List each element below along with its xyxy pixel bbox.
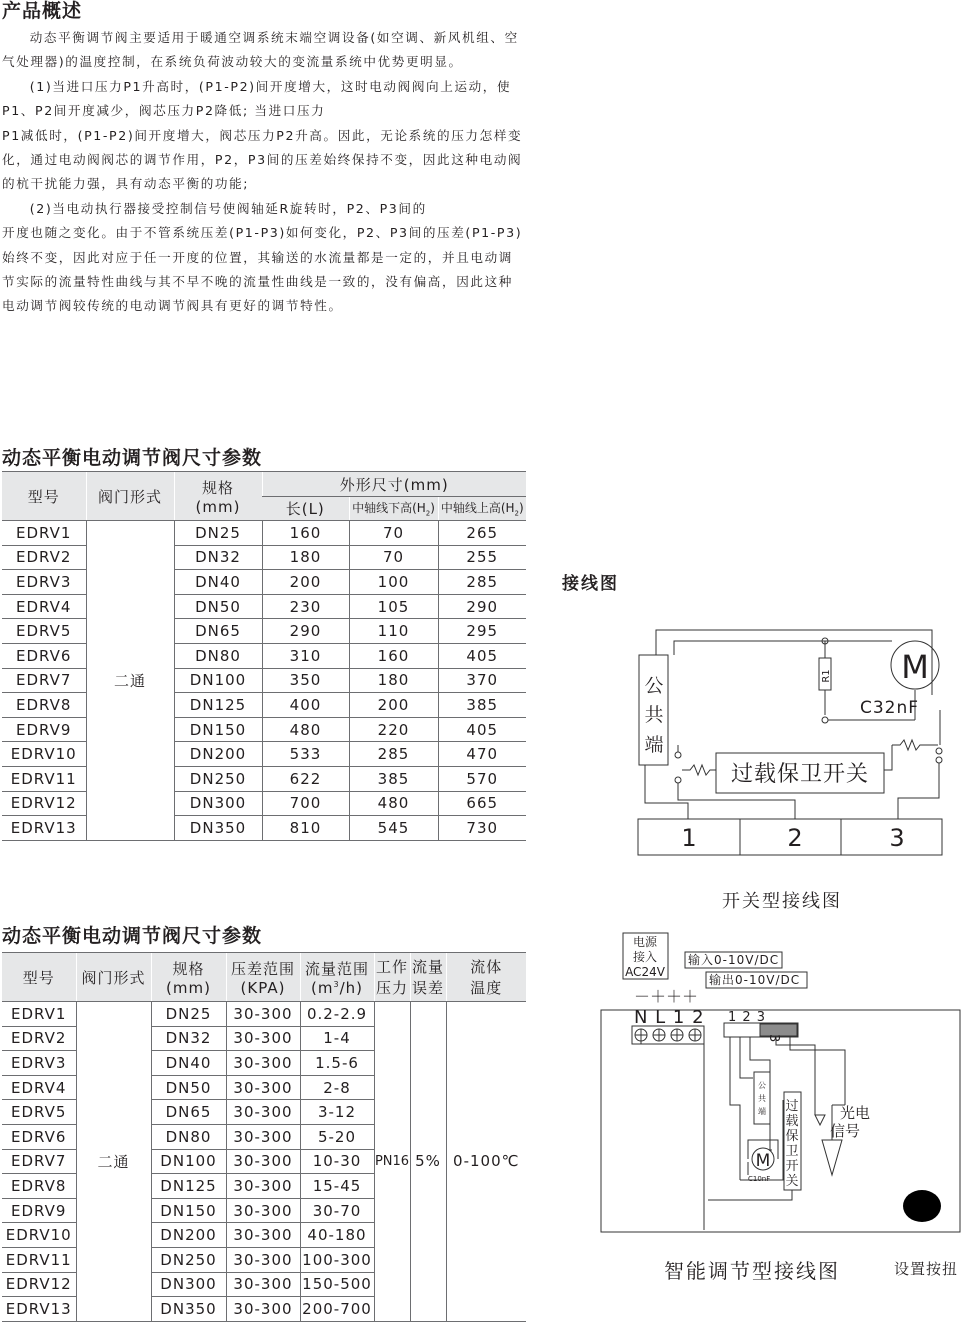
spec-cell: DN350 — [151, 1297, 226, 1322]
table-row — [2, 643, 526, 668]
pressure-diff-cell: 30-300 — [226, 1026, 300, 1051]
spec-cell: DN350 — [174, 816, 262, 841]
length-cell: 310 — [262, 643, 349, 668]
flow-range-cell: 30-70 — [300, 1198, 374, 1223]
length-cell: 160 — [262, 521, 349, 546]
table-row — [2, 521, 526, 546]
spec-cell: DN40 — [151, 1051, 226, 1076]
capacitor-label: C32nF — [860, 698, 920, 718]
pressure-diff-cell: 30-300 — [226, 1198, 300, 1223]
length-cell: 230 — [262, 594, 349, 619]
pressure-diff-cell: 30-300 — [226, 1075, 300, 1100]
resistor-label: R1 — [821, 669, 832, 683]
pressure-diff-cell: 30-300 — [226, 1100, 300, 1125]
table-row — [2, 570, 526, 595]
model-cell: EDRV12 — [2, 1272, 76, 1297]
height-above-cell: 265 — [438, 521, 526, 546]
table-row — [2, 545, 526, 570]
length-cell: 350 — [262, 668, 349, 693]
terminal-2: 2 — [787, 824, 803, 852]
height-above-cell: 405 — [438, 717, 526, 742]
overload-label-1: 过 — [785, 1099, 799, 1114]
height-below-cell: 285 — [349, 742, 438, 767]
spec-cell: DN300 — [151, 1272, 226, 1297]
model-cell: EDRV1 — [2, 1002, 76, 1027]
model-cell: EDRV10 — [2, 742, 86, 767]
height-above-cell: 290 — [438, 594, 526, 619]
table-row — [2, 816, 526, 841]
power-label-1: 电源 — [632, 935, 658, 949]
header-flow-range: 流量范围 $(m^3/h)$ — [300, 953, 374, 1002]
setting-button[interactable] — [903, 1190, 941, 1222]
terminal-polarity: －＋＋＋ — [634, 987, 699, 1006]
valve-form-cell: 二通 — [86, 521, 174, 841]
spec-cell: DN32 — [151, 1026, 226, 1051]
header-spec: 规格 (mm) — [174, 472, 262, 521]
common-label-3: 端 — [758, 1107, 766, 1116]
terminal-names: N L 1 2 — [634, 1007, 705, 1028]
model-cell: EDRV5 — [2, 1100, 76, 1125]
spec-cell: DN150 — [174, 717, 262, 742]
pressure-diff-cell: 30-300 — [226, 1149, 300, 1174]
spec-cell: DN125 — [151, 1174, 226, 1199]
flow-range-cell: 10-30 — [300, 1149, 374, 1174]
smart-motor-label: M — [755, 1151, 771, 1171]
overload-label-6: 关 — [785, 1174, 799, 1189]
common-terminal-label-3: 端 — [644, 734, 664, 756]
overload-switch-label: 过载保卫开关 — [730, 762, 870, 787]
spec-cell: DN250 — [174, 766, 262, 791]
pressure-diff-cell: 30-300 — [226, 1124, 300, 1149]
model-cell: EDRV11 — [2, 1247, 76, 1272]
overview-paragraph-3: P1减低时，(P1-P2)间开度增大，阀芯压力P2升高。因此，无论系统的压力怎样变化，通过电动阀阀芯的调节作用，P2，P3间的压差始终保持不变，因此这种电动阀的杭干扰能力强，具有动态平衡的功能; — [2, 127, 523, 192]
table-row — [2, 693, 526, 718]
header-spec: 规格 (mm) — [151, 953, 226, 1002]
header-length: 长(L) — [262, 497, 349, 521]
model-cell: EDRV2 — [2, 545, 86, 570]
motor-label: M — [901, 648, 929, 686]
flow-range-cell: 1.5-6 — [300, 1051, 374, 1076]
model-cell: EDRV5 — [2, 619, 86, 644]
length-cell: 533 — [262, 742, 349, 767]
length-cell: 810 — [262, 816, 349, 841]
spec-cell: DN50 — [174, 594, 262, 619]
table-row — [2, 742, 526, 767]
overview-paragraph-1: 动态平衡调节阀主要适用于暖通空调系统末端空调设备(如空调、新风机组、空气处理器)的温度控制，在系统负荷波动较大的变流量系统中优势更明显。 — [2, 30, 519, 70]
smart-capacitor-label: C10nF — [748, 1175, 771, 1183]
overload-label-2: 载 — [785, 1114, 799, 1129]
model-cell: EDRV7 — [2, 1149, 76, 1174]
height-above-cell: 405 — [438, 643, 526, 668]
table1-title: 动态平衡电动调节阀尺寸参数 — [2, 447, 263, 469]
header-flow-error: 流量 误差 — [410, 953, 446, 1002]
height-below-cell: 220 — [349, 717, 438, 742]
valve-form-cell: 二通 — [76, 1002, 151, 1322]
header-pressure-diff: 压差范围 (KPA) — [226, 953, 300, 1002]
pressure-diff-cell: 30-300 — [226, 1002, 300, 1027]
spec-cell: DN65 — [174, 619, 262, 644]
height-below-cell: 105 — [349, 594, 438, 619]
output-signal-label: 输出0-10V/DC — [709, 973, 801, 987]
model-cell: EDRV4 — [2, 1075, 76, 1100]
model-cell: EDRV3 — [2, 570, 86, 595]
header-valve-form: 阀门形式 — [76, 953, 151, 1002]
connector-pin-3: 3 — [766, 1034, 781, 1043]
header-valve-form: 阀门形式 — [86, 472, 174, 521]
flow-range-cell: 150-500 — [300, 1272, 374, 1297]
flow-error-cell: 5% — [410, 1002, 446, 1322]
spec-cell: DN25 — [174, 521, 262, 546]
flow-range-cell: 0.2-2.9 — [300, 1002, 374, 1027]
spec-cell: DN40 — [174, 570, 262, 595]
model-cell: EDRV13 — [2, 1297, 76, 1322]
model-cell: EDRV8 — [2, 1174, 76, 1199]
height-above-cell: 385 — [438, 693, 526, 718]
overview-title: 产品概述 — [2, 0, 83, 22]
table-row — [2, 1002, 526, 1027]
pressure-diff-cell: 30-300 — [226, 1223, 300, 1248]
height-below-cell: 545 — [349, 816, 438, 841]
photo-label: 光电 — [840, 1104, 871, 1122]
height-below-cell: 100 — [349, 570, 438, 595]
model-cell: EDRV8 — [2, 693, 86, 718]
flow-table — [2, 952, 526, 1322]
header-model: 型号 — [2, 953, 76, 1002]
common-terminal-label-2: 共 — [644, 704, 664, 726]
switch-diagram-caption: 开关型接线图 — [722, 891, 842, 912]
overview-paragraph-2: (1)当进口压力P1升高时，(P1-P2)间开度增大，这时电动阀阀向上运动，使P1、P2间开度减少，阀芯压力P2降低; 当进口压力 — [2, 78, 512, 119]
overview-paragraph-5: 开度也随之变化。由于不管系统压差(P1-P3)如何变化，P2、P3间的压差(P1-P3)始终不变，因此对应于任一开度的位置，其输送的水流量都是一定的，并且电动调节实际的流量特性曲线与其不早不晚的流量性曲线是一致的，没有偏高，因此这种电动调节阀较传统的电动调节阀具有更好的调节特性。 — [2, 225, 523, 314]
wiring-title: 接线图 — [562, 574, 619, 594]
power-label-3: AC24V — [625, 965, 665, 979]
length-cell: 200 — [262, 570, 349, 595]
fluid-temp-cell: 0-100℃ — [446, 1002, 526, 1322]
spec-cell: DN250 — [151, 1247, 226, 1272]
flow-range-cell: 1-4 — [300, 1026, 374, 1051]
setting-button-label: 设置按扭 — [894, 1260, 959, 1278]
model-cell: EDRV13 — [2, 816, 86, 841]
overload-label-4: 卫 — [785, 1144, 799, 1159]
height-below-cell: 70 — [349, 521, 438, 546]
signal-label: 信号 — [830, 1122, 861, 1140]
height-below-cell: 110 — [349, 619, 438, 644]
spec-cell: DN80 — [151, 1124, 226, 1149]
dimension-table — [2, 471, 526, 841]
header-model: 型号 — [2, 472, 86, 521]
model-cell: EDRV11 — [2, 766, 86, 791]
model-cell: EDRV9 — [2, 717, 86, 742]
spec-cell: DN100 — [174, 668, 262, 693]
input-signal-label: 输入0-10V/DC — [688, 953, 780, 967]
terminal-3: 3 — [889, 824, 905, 852]
table-row — [2, 594, 526, 619]
smart-diagram-caption: 智能调节型接线图 — [664, 1259, 840, 1283]
spec-cell: DN50 — [151, 1075, 226, 1100]
model-cell: EDRV9 — [2, 1198, 76, 1223]
spec-cell: DN150 — [151, 1198, 226, 1223]
height-below-cell: 385 — [349, 766, 438, 791]
table-row — [2, 619, 526, 644]
height-below-cell: 70 — [349, 545, 438, 570]
height-above-cell: 470 — [438, 742, 526, 767]
model-cell: EDRV1 — [2, 521, 86, 546]
length-cell: 622 — [262, 766, 349, 791]
flow-range-cell: 3-12 — [300, 1100, 374, 1125]
spec-cell: DN125 — [174, 693, 262, 718]
height-above-cell: 285 — [438, 570, 526, 595]
common-label-1: 公 — [758, 1081, 766, 1090]
length-cell: 180 — [262, 545, 349, 570]
height-above-cell: 255 — [438, 545, 526, 570]
overload-label-3: 保 — [785, 1129, 799, 1144]
height-above-cell: 570 — [438, 766, 526, 791]
height-below-cell: 180 — [349, 668, 438, 693]
height-above-cell: 295 — [438, 619, 526, 644]
spec-cell: DN200 — [174, 742, 262, 767]
connector-pins: 1 2 3 — [728, 1010, 767, 1025]
work-pressure-cell: PN16 — [374, 1002, 410, 1322]
flow-range-cell: 2-8 — [300, 1075, 374, 1100]
spec-cell: DN300 — [174, 791, 262, 816]
model-cell: EDRV12 — [2, 791, 86, 816]
length-cell: 290 — [262, 619, 349, 644]
model-cell: EDRV7 — [2, 668, 86, 693]
header-height-above: 中轴线上高$(H_2)$ — [438, 497, 526, 521]
length-cell: 480 — [262, 717, 349, 742]
pressure-diff-cell: 30-300 — [226, 1174, 300, 1199]
model-cell: EDRV6 — [2, 643, 86, 668]
table-row — [2, 717, 526, 742]
terminal-1: 1 — [681, 824, 697, 852]
power-label-2: 接入 — [632, 950, 658, 964]
length-cell: 700 — [262, 791, 349, 816]
spec-cell: DN100 — [151, 1149, 226, 1174]
length-cell: 400 — [262, 693, 349, 718]
model-cell: EDRV3 — [2, 1051, 76, 1076]
overview-text — [2, 26, 526, 319]
flow-range-cell: 200-700 — [300, 1297, 374, 1322]
model-cell: EDRV4 — [2, 594, 86, 619]
common-label-2: 共 — [758, 1094, 766, 1103]
pressure-diff-cell: 30-300 — [226, 1272, 300, 1297]
pressure-diff-cell: 30-300 — [226, 1247, 300, 1272]
header-work-pressure: 工作 压力 — [374, 953, 410, 1002]
overview-paragraph-4: (2)当电动执行器接受控制信号使阀轴延R旋转时，P2、P3间的 — [29, 200, 427, 216]
spec-cell: DN80 — [174, 643, 262, 668]
table-row — [2, 668, 526, 693]
table2-title: 动态平衡电动调节阀尺寸参数 — [2, 925, 263, 947]
header-outline: 外形尺寸(mm) — [262, 472, 526, 497]
header-fluid-temp: 流体 温度 — [446, 953, 526, 1002]
table-row — [2, 791, 526, 816]
spec-cell: DN32 — [174, 545, 262, 570]
flow-range-cell: 40-180 — [300, 1223, 374, 1248]
table-row — [2, 766, 526, 791]
smart-wiring-diagram — [600, 930, 965, 1240]
overload-label-5: 开 — [785, 1159, 799, 1174]
flow-range-cell: 5-20 — [300, 1124, 374, 1149]
switch-wiring-diagram — [630, 620, 950, 860]
common-terminal-label-1: 公 — [644, 675, 664, 697]
model-cell: EDRV6 — [2, 1124, 76, 1149]
spec-cell: DN25 — [151, 1002, 226, 1027]
header-height-below: 中轴线下高$(H_2)$ — [349, 497, 438, 521]
spec-cell: DN65 — [151, 1100, 226, 1125]
spec-cell: DN200 — [151, 1223, 226, 1248]
height-above-cell: 370 — [438, 668, 526, 693]
pressure-diff-cell: 30-300 — [226, 1297, 300, 1322]
height-below-cell: 160 — [349, 643, 438, 668]
height-above-cell: 665 — [438, 791, 526, 816]
flow-range-cell: 15-45 — [300, 1174, 374, 1199]
model-cell: EDRV10 — [2, 1223, 76, 1248]
model-cell: EDRV2 — [2, 1026, 76, 1051]
height-below-cell: 200 — [349, 693, 438, 718]
flow-range-cell: 100-300 — [300, 1247, 374, 1272]
height-above-cell: 730 — [438, 816, 526, 841]
height-below-cell: 480 — [349, 791, 438, 816]
pressure-diff-cell: 30-300 — [226, 1051, 300, 1076]
